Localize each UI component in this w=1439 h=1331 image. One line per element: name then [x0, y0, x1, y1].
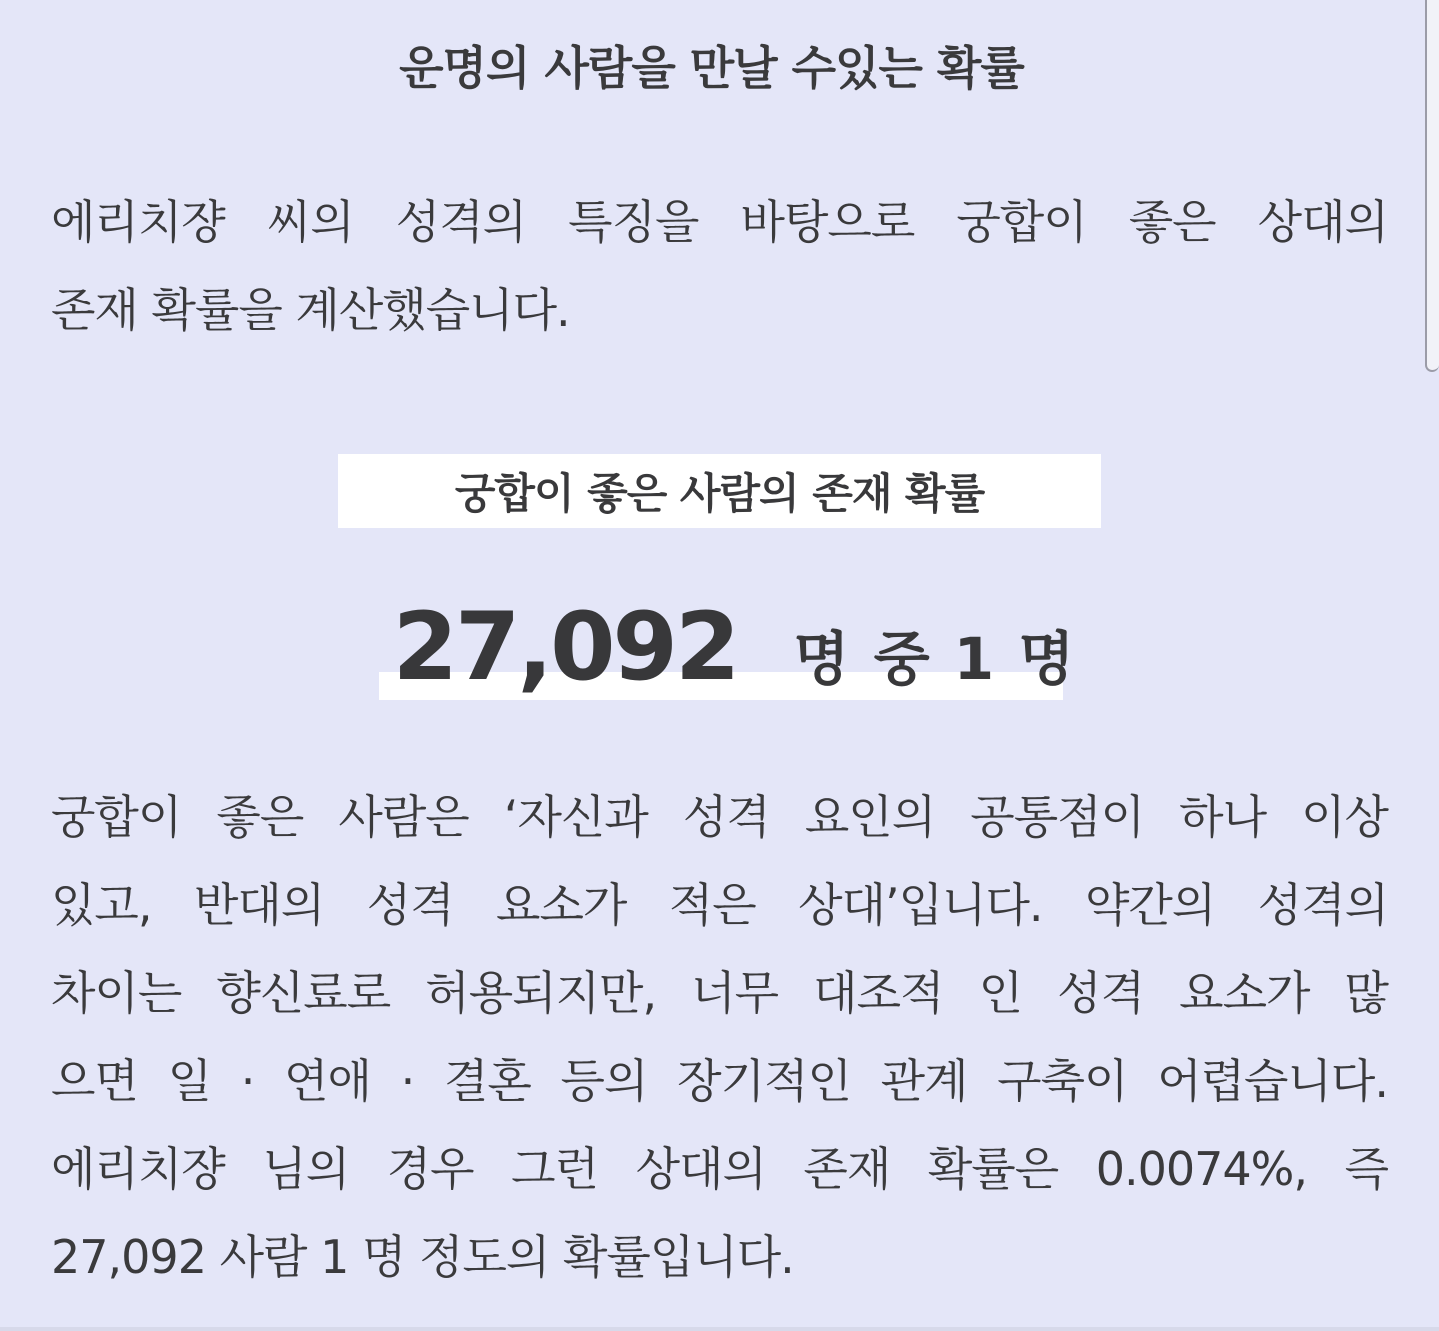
body-line-3: 차이는 향신료로 허용되지만, 너무 대조적 인 성격 요소가 많 — [51, 966, 1388, 1020]
result-number-row — [30, 593, 1439, 702]
bottom-edge-divider — [0, 1327, 1439, 1331]
result-label: 궁합이 좋은 사람의 존재 확률 — [454, 469, 985, 518]
body-line-2: 있고, 반대의 성격 요소가 적은 상대’입니다. 약간의 성격의 — [51, 878, 1388, 932]
page-title: 운명의 사람을 만날 수있는 확률 — [399, 41, 1024, 95]
intro-paragraph — [51, 178, 1388, 354]
result-label-box — [338, 454, 1101, 528]
scrollbar-thumb[interactable] — [1425, 0, 1439, 372]
body-line-4: 으면 일 · 연애 · 결혼 등의 장기적인 관계 구축이 어렵습니다. — [51, 1054, 1388, 1108]
result-unit: 명 중 1 명 — [793, 625, 1077, 693]
result-number: 27,092 — [392, 593, 738, 702]
body-line-5: 에리치쟝 님의 경우 그런 상대의 존재 확률은 0.0074%, 즉 — [51, 1142, 1388, 1196]
body-paragraph — [51, 773, 1388, 1301]
body-line-1: 궁합이 좋은 사람은 ‘자신과 성격 요인의 공통점이 하나 이상 — [51, 790, 1388, 844]
body-line-6: 27,092 사람 1 명 정도의 확률입니다. — [51, 1230, 794, 1284]
intro-line-1: 에리치쟝 씨의 성격의 특징을 바탕으로 궁합이 좋은 상대의 — [51, 195, 1388, 249]
intro-line-2: 존재 확률을 계산했습니다. — [51, 283, 570, 337]
